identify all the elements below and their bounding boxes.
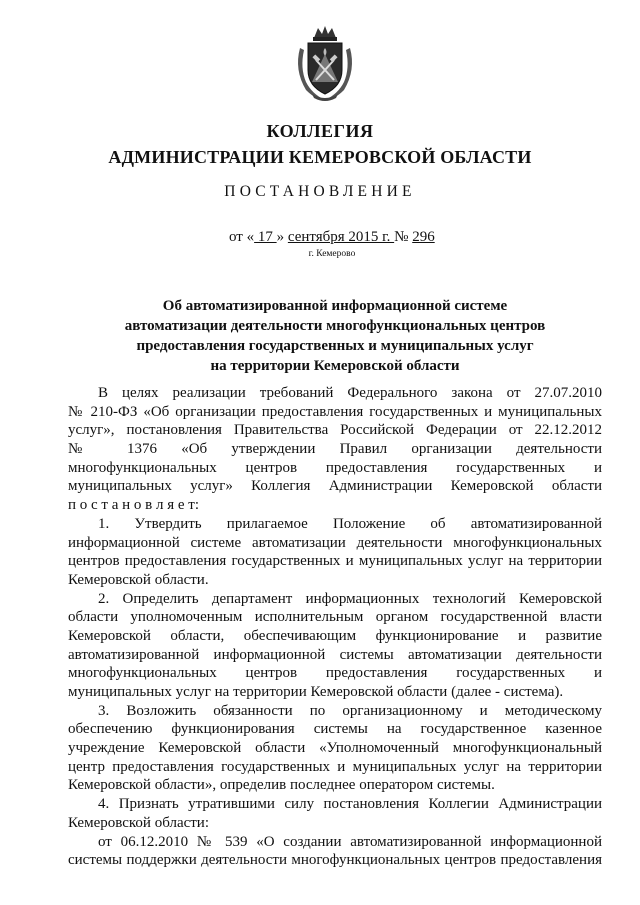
body-line: 1. Утвердить прилагаемое Положение об автоматизированной — [98, 515, 602, 532]
date-day: 17 — [254, 229, 277, 245]
body-line: муниципальных услуг» Коллегия Администрации Кемеровской области — [68, 478, 602, 495]
body-line: многофункциональных центров предоставления государственных и — [68, 665, 602, 682]
body-line: Кемеровской области, обеспечивающим функционирование и развитие — [68, 627, 602, 644]
city-name: г. Кемерово — [308, 249, 356, 259]
body-line: муниципальных услуг на территории Кемеровской области (далее - система). — [68, 684, 564, 700]
date-prefix: от « — [229, 229, 255, 245]
body-line: Кемеровской области. — [68, 571, 209, 588]
body-line: услуг», постановления Правительства Российской Федерации от 22.12.2012 — [68, 422, 602, 439]
body-line: 3. Возложить обязанности по организационному и методическому — [98, 702, 602, 719]
title-line: на территории Кемеровской области — [210, 358, 460, 374]
body-line: от 06.12.2010 № 539 «О создании автоматизированной информационной — [98, 833, 602, 850]
date-number-line — [229, 229, 435, 246]
date-mid: » — [276, 229, 288, 245]
body-line: системы поддержки деятельности многофункциональных центров предоставления — [68, 852, 602, 869]
body-line: центр предоставления государственных и муниципальных услуг на территории — [68, 758, 602, 775]
title-line: Об автоматизированной информационной системе — [162, 298, 508, 314]
org-title-line1: КОЛЛЕГИЯ — [266, 121, 374, 141]
document-title — [70, 296, 600, 376]
number-sign: № — [394, 229, 413, 245]
body-line: центров предоставления государственных и муниципальных услуг на территории — [68, 553, 602, 570]
body-line: п о с т а н о в л я е т: — [68, 497, 200, 514]
title-line: предоставления государственных и муниципальных услуг — [136, 338, 534, 354]
body-line: 4. Признать утратившими силу постановления Коллегии Администрации — [98, 796, 602, 813]
document-body — [68, 384, 602, 870]
title-line: автоматизации деятельности многофункциональных центров — [124, 318, 546, 334]
body-line: № 210-ФЗ «Об организации предоставления государственных и муниципальных — [68, 403, 602, 420]
body-line: В целях реализации требований Федерального закона от 27.07.2010 — [98, 385, 602, 401]
document-number: 296 — [412, 229, 435, 245]
body-line: многофункциональных центров предоставления государственных и — [68, 459, 602, 476]
coat-of-arms-emblem — [292, 24, 358, 102]
body-line: 2. Определить департамент информационных технологий Кемеровской — [98, 590, 602, 607]
body-line: № 1376 «Об утверждении Правил организации деятельности — [68, 441, 602, 458]
body-line: автоматизированной информационной системы автоматизации деятельности — [68, 646, 602, 663]
body-line: Кемеровской области», определив последнее оператором системы. — [68, 777, 495, 794]
body-line: Кемеровской области: — [68, 814, 210, 831]
body-line: обеспечению функционирования системы на государственное казенное — [68, 721, 602, 738]
body-line: учреждение Кемеровской области «Уполномоченный многофункциональный — [68, 740, 602, 757]
org-title-line2: АДМИНИСТРАЦИИ КЕМЕРОВСКОЙ ОБЛАСТИ — [108, 147, 532, 167]
date-month-year: сентября 2015 г. — [287, 229, 395, 245]
body-line: информационной системе автоматизации деятельности многофункциональных — [68, 534, 602, 551]
body-line: области уполномоченным исполнительным органом государственной власти — [68, 609, 602, 626]
document-type: ПОСТАНОВЛЕНИЕ — [224, 183, 416, 200]
